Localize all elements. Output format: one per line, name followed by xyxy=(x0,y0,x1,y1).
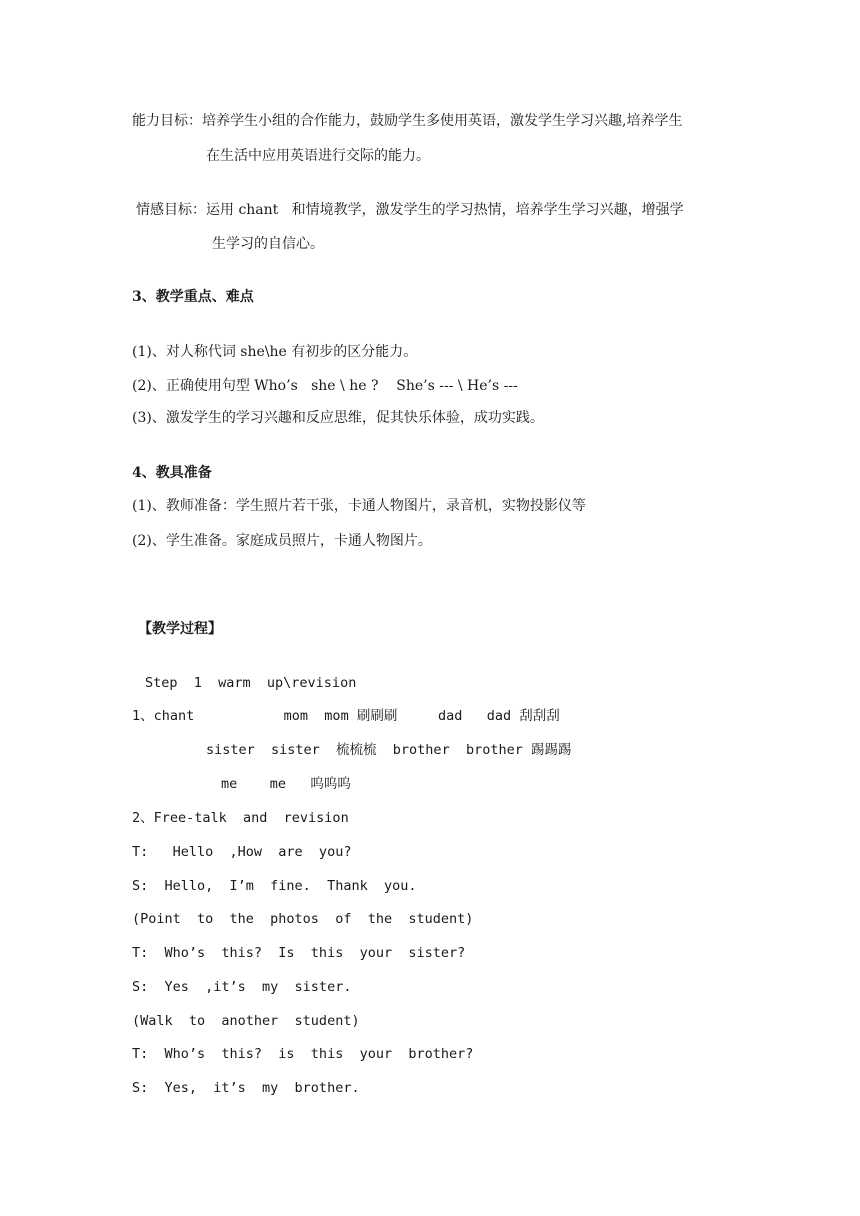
dialogue-line: (Walk to another student) xyxy=(132,1013,360,1029)
chant-line-2: sister sister 梳梳梳 brother brother 踢踢踢 xyxy=(206,742,572,758)
section-3-item-3: (3)、激发学生的学习兴趣和反应思维，促其快乐体验，成功实践。 xyxy=(132,410,544,426)
emotion-goal-line-2: 生学习的自信心。 xyxy=(212,236,324,252)
section-3-item-1: (1)、对人称代词 she\he 有初步的区分能力。 xyxy=(132,344,418,360)
dialogue-line: T: Who’s this? Is this your sister? xyxy=(132,945,466,961)
section-4-item-2: (2)、学生准备。家庭成员照片，卡通人物图片。 xyxy=(132,533,432,549)
free-talk-heading: 2、Free-talk and revision xyxy=(132,810,349,826)
ability-goal-line-2: 在生活中应用英语进行交际的能力。 xyxy=(206,148,430,164)
chant-line-1: 1、chant mom mom 刷刷刷 dad dad 刮刮刮 xyxy=(132,708,560,724)
section-3-item-2: (2)、正确使用句型 Who’s she \ he ? She’s --- \ He’s --- xyxy=(132,378,518,394)
section-4-heading: 4、教具准备 xyxy=(132,465,212,481)
teaching-process-heading: 【教学过程】 xyxy=(138,621,222,637)
dialogue-line: T: Who’s this? is this your brother? xyxy=(132,1046,474,1062)
emotion-goal-line-1: 情感目标：运用 chant 和情境教学，激发学生的学习热情，培养学生学习兴趣，增强学 xyxy=(136,202,684,218)
dialogue-line: S: Yes ,it’s my sister. xyxy=(132,979,352,995)
dialogue-line: S: Yes, it’s my brother. xyxy=(132,1080,360,1096)
dialogue-line: T: Hello ,How are you? xyxy=(132,844,352,860)
section-4-item-1: (1)、教师准备：学生照片若干张，卡通人物图片，录音机，实物投影仪等 xyxy=(132,498,586,514)
chant-line-3: me me 呜呜呜 xyxy=(221,776,351,792)
step-1-heading: Step 1 warm up\revision xyxy=(145,675,357,691)
ability-goal-line-1: 能力目标：培养学生小组的合作能力，鼓励学生多使用英语，激发学生学习兴趣,培养学生 xyxy=(132,113,683,129)
dialogue-line: (Point to the photos of the student) xyxy=(132,911,474,927)
dialogue-line: S: Hello, I’m fine. Thank you. xyxy=(132,878,417,894)
section-3-heading: 3、教学重点、难点 xyxy=(132,289,254,305)
